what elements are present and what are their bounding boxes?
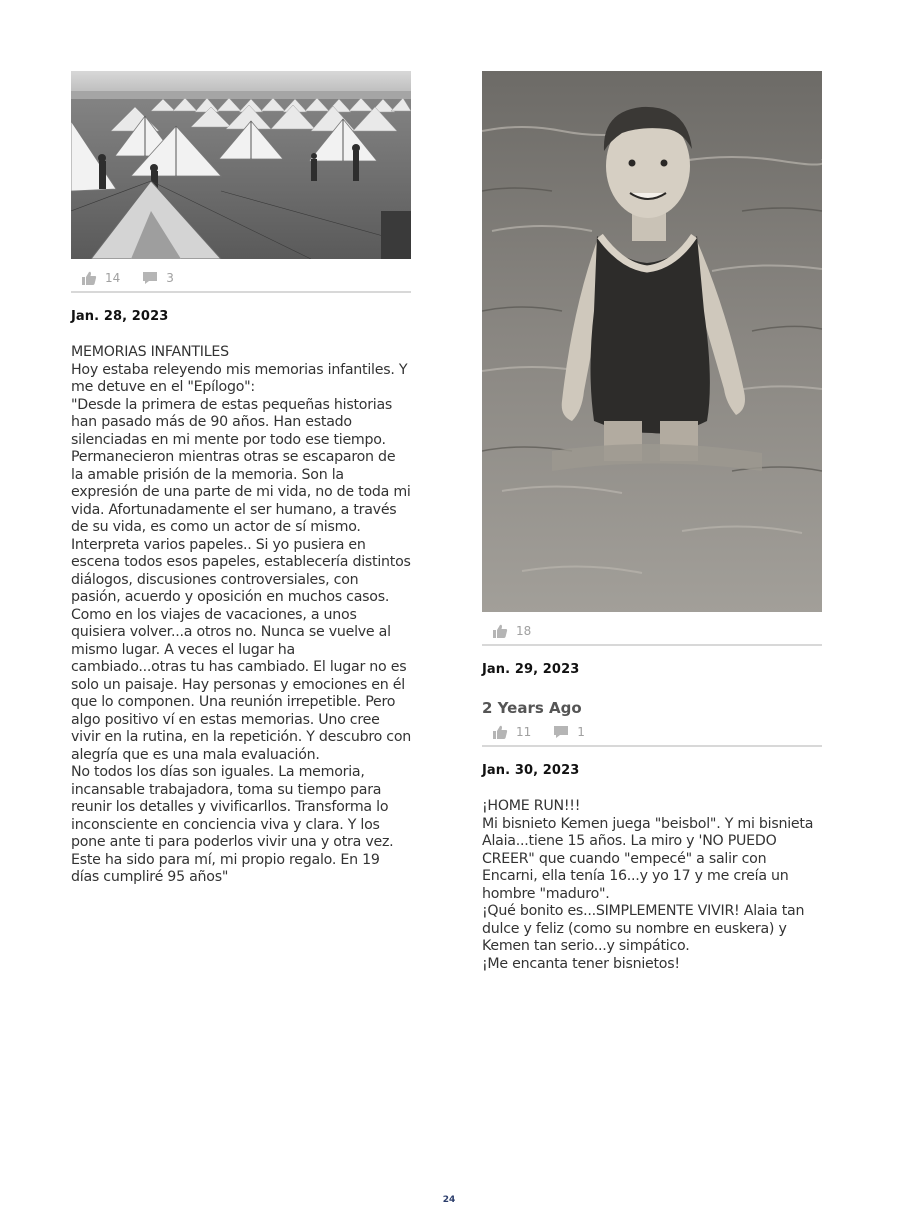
like-count: 11 (516, 725, 532, 739)
thumbs-up-icon (81, 270, 97, 286)
thumbs-up-icon (492, 623, 508, 639)
comment-stat[interactable] (553, 724, 585, 740)
like-stat[interactable] (492, 623, 531, 639)
post-body: ¡HOME RUN!!! Mi bisnieto Kemen juega "beisbol". Y mi bisnieta Alaia...tiene 15 años. La miro y 'NO PUEDO CREER" que cuando "empecé" a salir con Encarni, ella tenía 16...y yo 17 y me creía un hombre "maduro". ¡Qué bonito es...SIMPLEMENTE VIVIR! Alaia tan dulce y feliz (como su nombre en euskera) y Kemen tan serio...y simpático. ¡Me encanta tener bisnietos! (482, 798, 814, 972)
post-date: Jan. 30, 2023 (482, 763, 580, 778)
boy-in-water-photo[interactable] (482, 71, 822, 612)
comment-icon (553, 724, 569, 740)
post-date: Jan. 28, 2023 (71, 309, 169, 324)
page-number: 24 (442, 1195, 456, 1205)
right-posts (482, 71, 822, 973)
like-stat[interactable] (492, 724, 531, 740)
comment-stat[interactable] (142, 270, 174, 286)
post-title: 2 Years Ago (482, 699, 582, 717)
comment-count: 3 (166, 271, 174, 285)
like-stat[interactable] (81, 270, 120, 286)
comment-count: 1 (577, 725, 585, 739)
tent-camp-photo[interactable] (71, 71, 411, 259)
like-count: 14 (105, 271, 121, 285)
right-post-2-stats (482, 719, 822, 747)
thumbs-up-icon (492, 724, 508, 740)
left-post (71, 71, 411, 887)
right-post-1-stats (482, 618, 822, 646)
comment-icon (142, 270, 158, 286)
post-body: MEMORIAS INFANTILES Hoy estaba releyendo mis memorias infantiles. Y me detuve en el "Epílogo": "Desde la primera de estas pequeñas historias han pasado más de 90 años. Han estado silenciadas en mi mente por todo ese tiempo. Permanecieron mientras otras se escaparon de la amable prisión de la memoria. Son la expresión de una parte de mi vida, no de toda mi vida. Afortunadamente el ser humano, a través de su vida, es como un actor de sí mismo. Interpreta varios papeles.. Si yo pusiera en escena todos esos papeles, establecería distintos diálogos, discusiones controversiales, con pasión, acuerdo y oposición en muchos casos. Como en los viajes de vacaciones, a unos quisiera volver...a otros no. Nunca se vuelve al mismo lugar. A veces el lugar ha cambiado...otras tu has cambiado. El lugar no es solo un paisaje. Hay personas y emociones en él que lo componen. Una reunión irrepetible. Pero algo positivo ví en estas memorias. Uno cree vivir en la rutina, en la repetición. Y descubro con alegría que es una mala evaluación. No todos los días son iguales. La memoria, incansable trabajadora, toma su tiempo para reunir los detalles y vivificarllos. Transforma lo inconsciente en conciencia viva y clara. Y los pone ante ti para poderlos vivir una y otra vez. Este ha sido para mí, mi propio regalo. En 19 días cumpliré 95 años" (71, 344, 412, 885)
like-count: 18 (516, 624, 532, 638)
left-post-stats (71, 265, 411, 293)
post-date: Jan. 29, 2023 (482, 662, 580, 677)
